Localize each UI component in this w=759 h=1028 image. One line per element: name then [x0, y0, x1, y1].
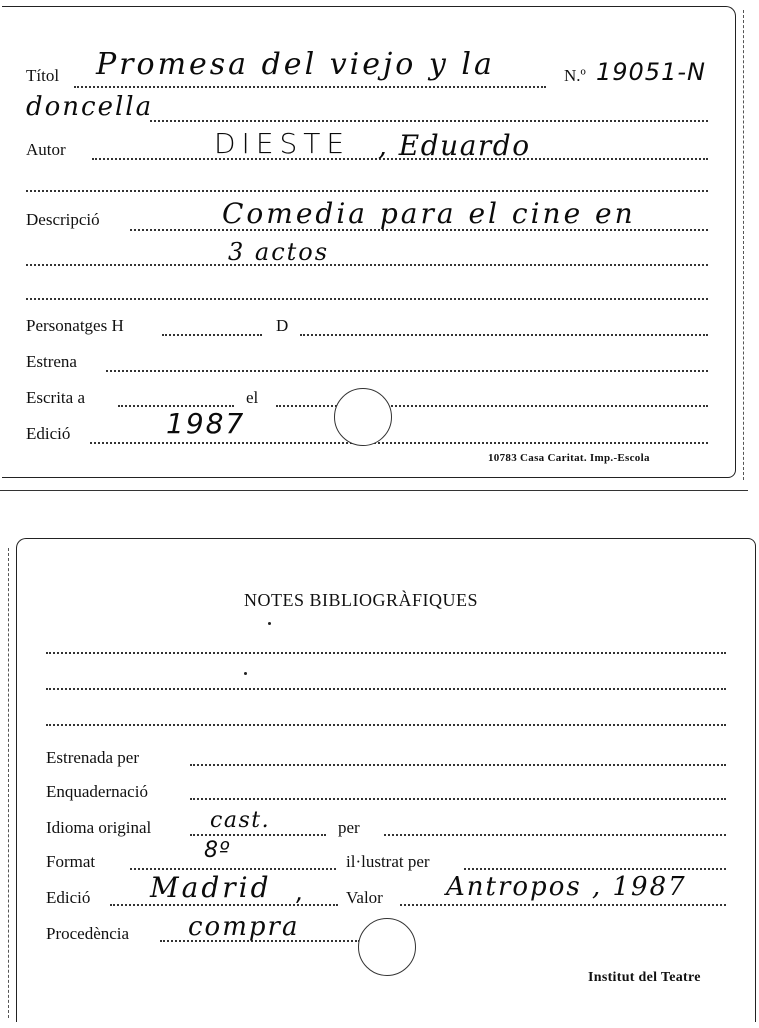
- valor-line: [400, 904, 726, 906]
- personatges-label: Personatges H: [26, 316, 124, 335]
- edicio-line: [90, 442, 708, 444]
- speck-mark: [268, 622, 271, 625]
- estrenada-label: Estrenada per: [46, 748, 139, 767]
- autor-firstname-handwritten: , Eduardo: [378, 129, 531, 162]
- notes-line-1: [46, 652, 726, 654]
- titol-label: Títol: [26, 66, 60, 85]
- punch-hole-circle-back: [358, 918, 416, 976]
- card-bottom-edge: [0, 490, 748, 491]
- format-line: [130, 868, 336, 870]
- estrena-line: [106, 370, 708, 372]
- escrita-label: Escrita a: [26, 388, 85, 407]
- per-label: per: [338, 818, 360, 837]
- edicio-label: Edició: [26, 424, 71, 443]
- numero-label: N.º: [564, 66, 586, 85]
- illustrat-line: [464, 868, 726, 870]
- valor-handwritten: Antropos , 1987: [446, 872, 687, 902]
- card-margin-mark: [743, 10, 744, 480]
- autor-surname-handwritten: DIESTE: [214, 127, 351, 160]
- enquadernacio-label: Enquadernació: [46, 782, 148, 801]
- format-handwritten: 8º: [204, 838, 231, 863]
- estrenada-line: [190, 764, 726, 766]
- idioma-handwritten: cast.: [210, 808, 271, 833]
- descripcio-line-3: [26, 298, 708, 300]
- illustrat-label: il·lustrat per: [346, 852, 430, 871]
- autor-label: Autor: [26, 140, 66, 159]
- printer-mark: 10783 Casa Caritat. Imp.-Escola: [488, 452, 650, 464]
- procedencia-handwritten: compra: [188, 912, 300, 942]
- notes-heading: NOTES BIBLIOGRÀFIQUES: [244, 590, 479, 610]
- personatges-d-line: [300, 334, 708, 336]
- descripcio-handwritten-2: 3 actos: [228, 238, 330, 266]
- institution-mark: Institut del Teatre: [588, 970, 701, 985]
- idioma-line: [190, 834, 326, 836]
- notes-line-3: [46, 724, 726, 726]
- titol-handwritten: Promesa del viejo y la: [96, 47, 495, 82]
- card-back-margin-mark: [8, 548, 9, 1018]
- edicio-back-label: Edició: [46, 888, 91, 907]
- personatges-d-label: D: [276, 316, 289, 335]
- titol-handwritten-line2: doncella: [26, 92, 154, 122]
- descripcio-label: Descripció: [26, 210, 100, 229]
- autor-line-2: [26, 190, 708, 192]
- descripcio-line-2: [26, 264, 708, 266]
- enquadernacio-line: [190, 798, 726, 800]
- notes-line-2: [46, 688, 726, 690]
- idioma-label: Idioma original: [46, 818, 152, 837]
- edicio-handwritten: 1987: [166, 407, 246, 440]
- numero-handwritten: 19051-N: [596, 58, 706, 86]
- edicio-comma: ,: [296, 878, 305, 906]
- edicio-back-handwritten: Madrid: [150, 871, 272, 904]
- speck-mark: [244, 672, 247, 675]
- format-label: Format: [46, 852, 96, 871]
- per-line: [384, 834, 726, 836]
- titol-line: [74, 86, 546, 88]
- valor-label: Valor: [346, 888, 383, 907]
- punch-hole-circle: [334, 388, 392, 446]
- el-label: el: [246, 388, 259, 407]
- procedencia-label: Procedència: [46, 924, 130, 943]
- estrena-label: Estrena: [26, 352, 77, 371]
- personatges-h-line: [162, 334, 262, 336]
- descripcio-handwritten-1: Comedia para el cine en: [222, 197, 636, 230]
- titol-line-2: [150, 120, 708, 122]
